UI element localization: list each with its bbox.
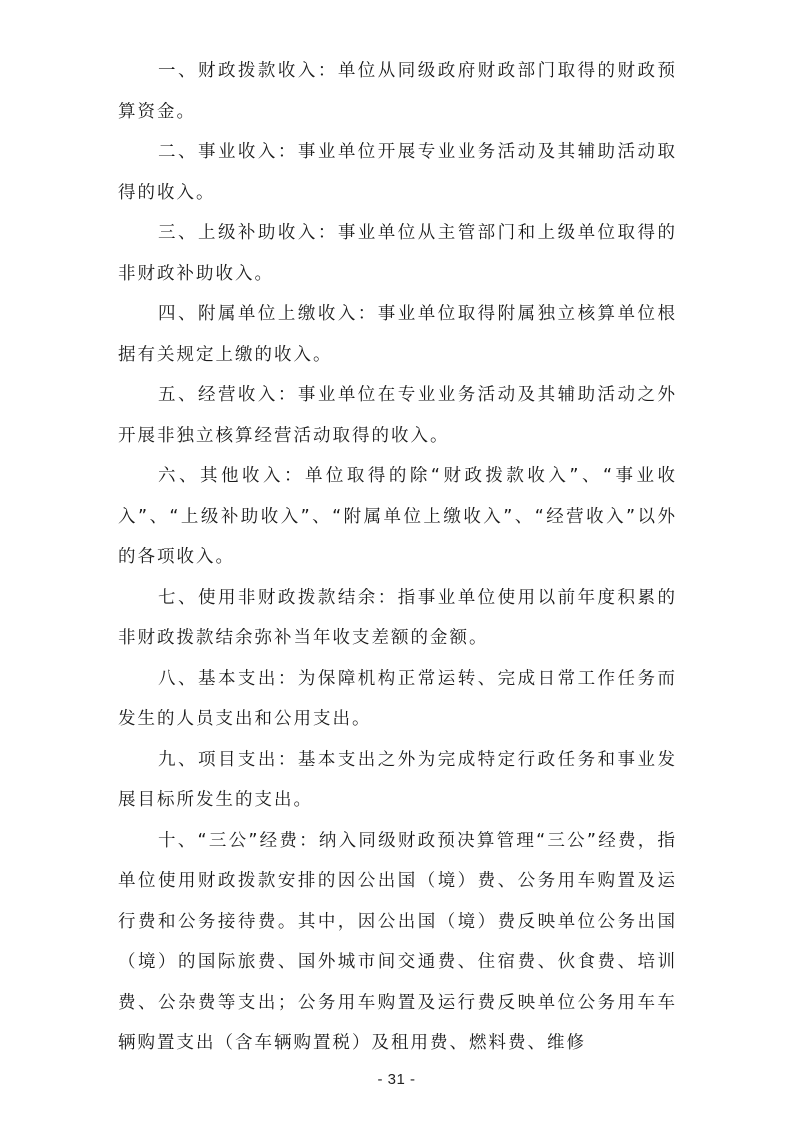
paragraph-project-expenditure: 九、项目支出：基本支出之外为完成特定行政任务和事业发展目标所发生的支出。 xyxy=(118,749,677,810)
paragraph-three-public-expenses: 十、“三公”经费：纳入同级财政预决算管理“三公”经费，指单位使用财政拨款安排的因公出国（境）费、公务用车购置及运行费和公务接待费。其中，因公出国（境）费反映单位公务出国（境）的国际旅费、国外城市间交通费、住宿费、伙食费、培训费、公杂费等支出；公务用车购置及运行费反映单位公务用车车辆购置支出（含车辆购置税）及租用费、燃料费、维修 xyxy=(118,830,677,1053)
paragraph-operating-income: 五、经营收入：事业单位在专业业务活动及其辅助活动之外开展非独立核算经营活动取得的收入。 xyxy=(118,385,677,446)
paragraph-superior-subsidy-income: 三、上级补助收入：事业单位从主管部门和上级单位取得的非财政补助收入。 xyxy=(118,223,677,284)
paragraph-fiscal-appropriation-income: 一、财政拨款收入：单位从同级政府财政部门取得的财政预算资金。 xyxy=(118,61,677,122)
paragraph-affiliated-unit-income: 四、附属单位上缴收入：事业单位取得附属独立核算单位根据有关规定上缴的收入。 xyxy=(118,304,677,365)
paragraph-business-income: 二、事业收入：事业单位开展专业业务活动及其辅助活动取得的收入。 xyxy=(118,142,677,203)
paragraph-non-fiscal-surplus: 七、使用非财政拨款结余：指事业单位使用以前年度积累的非财政拨款结余弥补当年收支差额的金额。 xyxy=(118,587,677,648)
body-text xyxy=(118,51,677,1064)
paragraph-basic-expenditure: 八、基本支出：为保障机构正常运转、完成日常工作任务而发生的人员支出和公用支出。 xyxy=(118,668,677,729)
page-number: - 31 - xyxy=(377,1071,416,1088)
paragraph-other-income: 六、其他收入：单位取得的除“财政拨款收入”、“事业收入”、“上级补助收入”、“附属单位上缴收入”、“经营收入”以外的各项收入。 xyxy=(118,466,677,567)
